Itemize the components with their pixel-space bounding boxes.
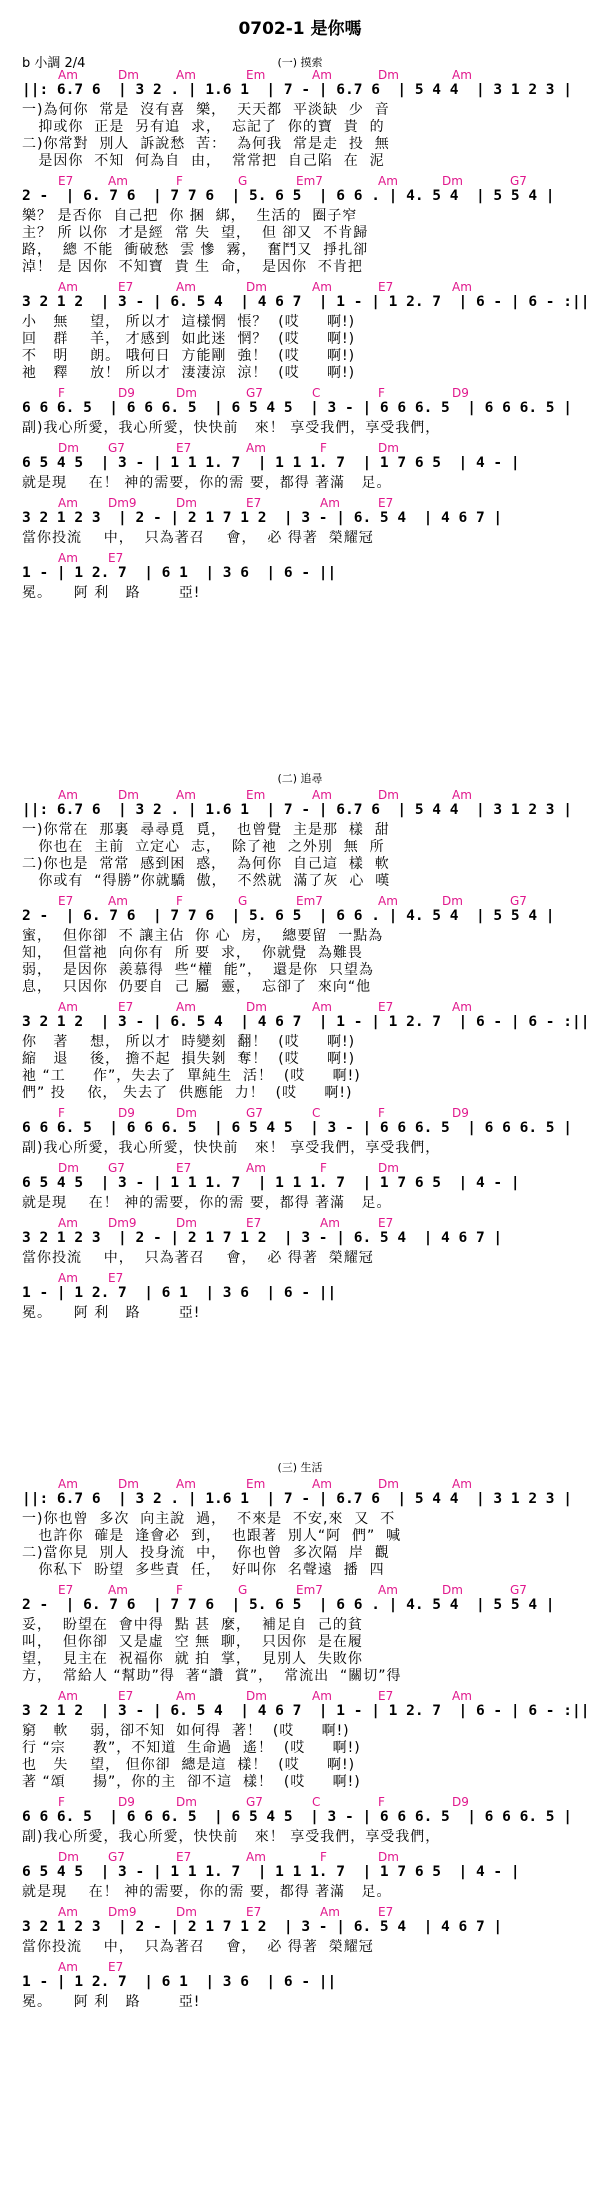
chord-symbol: Em7: [296, 1583, 323, 1597]
chord-symbol: Dm: [378, 441, 399, 455]
chord-symbol: Am: [312, 280, 332, 294]
notation-line: ||: 6.7 6 | 3 2 . | 1.6 1 | 7 - | 6.7 6 | 5 4 4 | 3 1 2 3 |: [22, 1491, 572, 1507]
chord-symbol: Am: [320, 1216, 340, 1230]
lyric-line: 抑或你 正是 另有追 求， 忘記了 你的寶 貴 的: [22, 119, 385, 135]
chord-symbol: G7: [108, 1850, 125, 1864]
lyric-line: 也 失 望， 但你卻 總是這 樣！ (哎 啊!): [22, 1757, 356, 1773]
chord-symbol: Dm: [58, 1850, 79, 1864]
lyric-line: 著 “頌 揚”，你的主 卻不這 樣！ (哎 啊!): [22, 1774, 361, 1790]
chord-symbol: Am: [312, 68, 332, 82]
chord-symbol: Am: [176, 1689, 196, 1703]
notation-line: 3 2 1 2 3 | 2 - | 2 1 7 1 2 | 3 - | 6. 5 4 | 4 6 7 |: [22, 510, 503, 526]
lyric-line: 息， 只因你 仍要自 己 屬 靈， 忘卻了 來向“他: [22, 979, 372, 995]
chord-symbol: G7: [510, 174, 527, 188]
lyric-line: 不 明 朗。 哦何日 方能剛 強！ (哎 啊!): [22, 348, 356, 364]
lyric-line: 方， 常給人 “幫助”得 著“讚 賞”， 常流出 “關切”得: [22, 1668, 402, 1684]
lyric-line: 二)你常對 別人 訴說愁 苦： 為何我 常是走 投 無: [22, 136, 390, 152]
chord-symbol: Dm: [118, 788, 139, 802]
lyric-line: 弱， 是因你 羨慕得 些“權 能”， 還是你 只望為: [22, 962, 374, 978]
chord-symbol: F: [58, 386, 65, 400]
chord-symbol: E7: [108, 1271, 124, 1285]
chord-symbol: Am: [246, 1850, 266, 1864]
notation-line: 3 2 1 2 | 3 - | 6. 5 4 | 4 6 7 | 1 - | 1 2. 7 | 6 - | 6 - :||: [22, 1703, 590, 1719]
key-signature: b 小調 2/4: [22, 56, 86, 71]
lyric-line: 一)你也曾 多次 向主說 過， 不來是 不安,來 又 不: [22, 1511, 396, 1527]
chord-symbol: Dm: [58, 441, 79, 455]
chord-symbol: Am: [58, 1689, 78, 1703]
lyric-line: 也許你 確是 逢會必 到， 也跟著 別人“阿 們” 喊: [22, 1528, 402, 1544]
chord-symbol: Am: [176, 1000, 196, 1014]
chord-symbol: Am: [312, 1477, 332, 1491]
lyric-line: 冕。 阿 利 路 亞!: [22, 1305, 201, 1321]
chord-line: [0, 1905, 600, 1919]
notation-line: 6 5 4 5 | 3 - | 1 1 1. 7 | 1 1 1. 7 | 1 7 6 5 | 4 - |: [22, 1175, 520, 1191]
chord-symbol: G7: [510, 894, 527, 908]
lyric-line: 就是現 在！ 神的需要，你的需 要，都得 著滿 足。: [22, 1195, 392, 1211]
chord-line: [0, 1477, 600, 1491]
chord-symbol: G7: [246, 1795, 263, 1809]
chord-symbol: Am: [312, 788, 332, 802]
lyric-line: 望， 見主在 祝福你 就 拍 掌， 見別人 失敗你: [22, 1651, 363, 1667]
chord-symbol: Dm: [246, 1689, 267, 1703]
chord-line: [0, 68, 600, 82]
chord-symbol: Am: [176, 1477, 196, 1491]
chord-symbol: Dm9: [108, 1905, 137, 1919]
chord-symbol: Am: [58, 68, 78, 82]
chord-symbol: Am: [58, 788, 78, 802]
chord-symbol: Am: [452, 1000, 472, 1014]
chord-symbol: F: [378, 386, 385, 400]
chord-symbol: Am: [452, 1477, 472, 1491]
chord-symbol: E7: [246, 1905, 262, 1919]
lyric-line: 副)我心所愛，我心所愛，快快前 來！ 享受我們，享受我們，: [22, 420, 441, 436]
chord-symbol: C: [312, 1795, 321, 1809]
notation-line: 1 - | 1 2. 7 | 6 1 | 3 6 | 6 - ||: [22, 1974, 337, 1990]
lyric-line: 縮 退 後， 擔不起 損失剝 奪！ (哎 啊!): [22, 1051, 356, 1067]
chord-symbol: D9: [118, 1795, 135, 1809]
chord-symbol: Em7: [296, 894, 323, 908]
chord-line: [0, 1850, 600, 1864]
lyric-line: 祂 釋 放！ 所以才 淒淒涼 涼！ (哎 啊!): [22, 365, 356, 381]
chord-symbol: Dm: [176, 1106, 197, 1120]
chord-symbol: Dm: [378, 68, 399, 82]
lyric-line: 就是現 在！ 神的需要，你的需 要，都得 著滿 足。: [22, 475, 392, 491]
chord-symbol: Am: [176, 788, 196, 802]
chord-symbol: Am: [452, 1689, 472, 1703]
chord-symbol: Dm: [442, 894, 463, 908]
notation-line: 3 2 1 2 | 3 - | 6. 5 4 | 4 6 7 | 1 - | 1 2. 7 | 6 - | 6 - :||: [22, 294, 590, 310]
chord-symbol: E7: [58, 894, 74, 908]
chord-symbol: Am: [58, 551, 78, 565]
chord-symbol: Am: [176, 280, 196, 294]
chord-symbol: Am: [320, 1905, 340, 1919]
chord-symbol: Am: [378, 894, 398, 908]
lyric-line: 當你投流 中， 只為著召 會， 必 得著 榮耀冠: [22, 1939, 374, 1955]
chord-symbol: C: [312, 386, 321, 400]
chord-symbol: F: [378, 1795, 385, 1809]
lyric-line: 一)為何你 常是 沒有喜 樂， 天天都 平淡缺 少 音: [22, 102, 390, 118]
notation-line: ||: 6.7 6 | 3 2 . | 1.6 1 | 7 - | 6.7 6 | 5 4 4 | 3 1 2 3 |: [22, 82, 572, 98]
chord-symbol: E7: [176, 441, 192, 455]
chord-symbol: E7: [118, 280, 134, 294]
chord-symbol: F: [176, 1583, 183, 1597]
lyric-line: 一)你常在 那裏 尋尋覓 覓， 也曾覺 主是那 樣 甜: [22, 822, 390, 838]
chord-line: [0, 894, 600, 908]
lyric-line: 二)你也是 常常 感到困 惑， 為何你 自己這 樣 軟: [22, 856, 390, 872]
chord-symbol: Am: [108, 894, 128, 908]
chord-line: [0, 280, 600, 294]
lyric-line: 是因你 不知 何為自 由， 常常把 自己陷 在 泥: [22, 153, 385, 169]
section-heading: (一) 摸索: [277, 56, 323, 69]
chord-symbol: Am: [108, 174, 128, 188]
chord-symbol: Dm: [442, 1583, 463, 1597]
lyric-line: 樂？ 是否你 自己把 你 捆 綁， 生活的 圈子窄: [22, 208, 358, 224]
lyric-line: 叫， 但你卻 又是虛 空 無 聊， 只因你 是在履: [22, 1634, 363, 1650]
chord-symbol: Am: [246, 441, 266, 455]
chord-symbol: G: [238, 174, 248, 188]
notation-line: 1 - | 1 2. 7 | 6 1 | 3 6 | 6 - ||: [22, 565, 337, 581]
lyric-line: 你也在 主前 立定心 志， 除了祂 之外別 無 所: [22, 839, 385, 855]
notation-line: 2 - | 6. 7 6 | 7 7 6 | 5. 6 5 | 6 6 . | 4. 5 4 | 5 5 4 |: [22, 188, 555, 204]
chord-line: [0, 441, 600, 455]
notation-line: 6 5 4 5 | 3 - | 1 1 1. 7 | 1 1 1. 7 | 1 7 6 5 | 4 - |: [22, 1864, 520, 1880]
notation-line: 3 2 1 2 | 3 - | 6. 5 4 | 4 6 7 | 1 - | 1 2. 7 | 6 - | 6 - :||: [22, 1014, 590, 1030]
chord-symbol: E7: [378, 280, 394, 294]
chord-symbol: E7: [108, 551, 124, 565]
notation-line: 6 5 4 5 | 3 - | 1 1 1. 7 | 1 1 1. 7 | 1 7 6 5 | 4 - |: [22, 455, 520, 471]
chord-symbol: Dm: [378, 1161, 399, 1175]
notation-line: 3 2 1 2 3 | 2 - | 2 1 7 1 2 | 3 - | 6. 5 4 | 4 6 7 |: [22, 1919, 503, 1935]
notation-line: 6 6 6. 5 | 6 6 6. 5 | 6 5 4 5 | 3 - | 6 6 6. 5 | 6 6 6. 5 |: [22, 400, 572, 416]
chord-line: [0, 1583, 600, 1597]
chord-line: [0, 1106, 600, 1120]
chord-symbol: Am: [452, 788, 472, 802]
chord-symbol: Am: [312, 1689, 332, 1703]
lyric-line: 妥， 盼望在 會中得 點 甚 麼， 補足自 己的貧: [22, 1617, 363, 1633]
chord-symbol: Am: [176, 68, 196, 82]
chord-symbol: G7: [108, 441, 125, 455]
chord-line: [0, 496, 600, 510]
chord-symbol: E7: [246, 1216, 262, 1230]
lyric-line: 冕。 阿 利 路 亞!: [22, 585, 201, 601]
lyric-line: 主？ 所 以你 才是經 常 失 望， 但 卻又 不肯歸: [22, 225, 369, 241]
lyric-line: 窮 軟 弱，卻不知 如何得 著！ (哎 啊!): [22, 1723, 350, 1739]
lyric-line: 行 “宗 教”，不知道 生命過 遙！ (哎 啊!): [22, 1740, 361, 1756]
chord-symbol: C: [312, 1106, 321, 1120]
chord-symbol: G7: [108, 1161, 125, 1175]
chord-symbol: F: [320, 1161, 327, 1175]
section-heading: (二) 追尋: [277, 772, 323, 785]
lyric-line: 小 無 望， 所以才 這樣惘 悵？ (哎 啊!): [22, 314, 356, 330]
chord-symbol: Dm: [176, 1216, 197, 1230]
chord-symbol: Am: [246, 1161, 266, 1175]
chord-symbol: Am: [58, 1271, 78, 1285]
chord-symbol: E7: [378, 1905, 394, 1919]
chord-symbol: F: [378, 1106, 385, 1120]
lyric-line: 你私下 盼望 多些責 任， 好叫你 名聲遠 播 四: [22, 1562, 385, 1578]
chord-line: [0, 174, 600, 188]
chord-symbol: G7: [510, 1583, 527, 1597]
lyric-line: 們” 投 依， 失去了 供應能 力！ (哎 啊!): [22, 1085, 353, 1101]
chord-symbol: E7: [246, 496, 262, 510]
chord-symbol: Dm: [176, 496, 197, 510]
chord-line: [0, 386, 600, 400]
lyric-line: 當你投流 中， 只為著召 會， 必 得著 榮耀冠: [22, 1250, 374, 1266]
chord-symbol: D9: [118, 1106, 135, 1120]
notation-line: 6 6 6. 5 | 6 6 6. 5 | 6 5 4 5 | 3 - | 6 6 6. 5 | 6 6 6. 5 |: [22, 1120, 572, 1136]
lyric-line: 當你投流 中， 只為著召 會， 必 得著 榮耀冠: [22, 530, 374, 546]
chord-line: [0, 1271, 600, 1285]
lyric-line: 二)當你見 別人 投身流 中， 你也曾 多次隔 岸 觀: [22, 1545, 390, 1561]
chord-symbol: Am: [58, 1477, 78, 1491]
lyric-line: 蜜， 但你卻 不 讓主佔 你 心 房， 總要留 一點為: [22, 928, 384, 944]
chord-symbol: Dm: [176, 1905, 197, 1919]
notation-line: 6 6 6. 5 | 6 6 6. 5 | 6 5 4 5 | 3 - | 6 6 6. 5 | 6 6 6. 5 |: [22, 1809, 572, 1825]
chord-symbol: G: [238, 894, 248, 908]
chord-symbol: Dm: [118, 68, 139, 82]
chord-symbol: F: [320, 1850, 327, 1864]
chord-symbol: F: [58, 1106, 65, 1120]
chord-line: [0, 1216, 600, 1230]
chord-symbol: Am: [452, 280, 472, 294]
chord-symbol: Em: [246, 788, 266, 802]
lyric-line: 副)我心所愛，我心所愛，快快前 來！ 享受我們，享受我們，: [22, 1140, 441, 1156]
chord-symbol: D9: [118, 386, 135, 400]
chord-symbol: Dm: [118, 1477, 139, 1491]
chord-symbol: Am: [58, 1216, 78, 1230]
chord-symbol: F: [176, 174, 183, 188]
chord-line: [0, 551, 600, 565]
chord-symbol: F: [320, 441, 327, 455]
lyric-line: 你或有 “得勝”你就驕 傲， 不然就 滿了灰 心 嘆: [22, 873, 391, 889]
chord-symbol: Am: [108, 1583, 128, 1597]
chord-symbol: Am: [58, 496, 78, 510]
chord-symbol: Am: [58, 1905, 78, 1919]
chord-symbol: Dm: [246, 1000, 267, 1014]
chord-symbol: D9: [452, 1106, 469, 1120]
chord-line: [0, 1960, 600, 1974]
chord-symbol: E7: [118, 1689, 134, 1703]
chord-symbol: Dm: [378, 1477, 399, 1491]
lyric-line: 就是現 在！ 神的需要，你的需 要，都得 著滿 足。: [22, 1884, 392, 1900]
chord-symbol: E7: [176, 1850, 192, 1864]
chord-symbol: Dm: [246, 280, 267, 294]
chord-symbol: Em: [246, 1477, 266, 1491]
lyric-line: 回 群 羊， 才感到 如此迷 惘？ (哎 啊!): [22, 331, 356, 347]
chord-symbol: F: [176, 894, 183, 908]
section-heading: (三) 生活: [277, 1461, 323, 1474]
chord-symbol: F: [58, 1795, 65, 1809]
chord-line: [0, 1795, 600, 1809]
chord-symbol: Dm: [176, 1795, 197, 1809]
chord-symbol: Em7: [296, 174, 323, 188]
chord-symbol: Em: [246, 68, 266, 82]
chord-symbol: Am: [378, 174, 398, 188]
chord-symbol: Am: [378, 1583, 398, 1597]
notation-line: 2 - | 6. 7 6 | 7 7 6 | 5. 6 5 | 6 6 . | 4. 5 4 | 5 5 4 |: [22, 1597, 555, 1613]
notation-line: ||: 6.7 6 | 3 2 . | 1.6 1 | 7 - | 6.7 6 | 5 4 4 | 3 1 2 3 |: [22, 802, 572, 818]
chord-symbol: Dm9: [108, 496, 137, 510]
notation-line: 3 2 1 2 3 | 2 - | 2 1 7 1 2 | 3 - | 6. 5 4 | 4 6 7 |: [22, 1230, 503, 1246]
chord-line: [0, 1000, 600, 1014]
lyric-line: 路， 總 不能 衝破愁 雲 慘 霧， 奮鬥又 掙扎卻: [22, 242, 369, 258]
lyric-line: 冕。 阿 利 路 亞!: [22, 1994, 201, 2010]
chord-symbol: G: [238, 1583, 248, 1597]
chord-symbol: Am: [312, 1000, 332, 1014]
chord-symbol: D9: [452, 386, 469, 400]
chord-symbol: Am: [58, 1000, 78, 1014]
song-title: 0702-1 是你嗎: [238, 19, 362, 39]
lyric-line: 祂 “工 作”，失去了 單純生 活！ (哎 啊!): [22, 1068, 361, 1084]
chord-symbol: E7: [58, 1583, 74, 1597]
chord-line: [0, 1689, 600, 1703]
chord-symbol: E7: [378, 1000, 394, 1014]
chord-symbol: Am: [320, 496, 340, 510]
chord-symbol: Dm: [442, 174, 463, 188]
chord-symbol: E7: [378, 1216, 394, 1230]
chord-symbol: Dm: [378, 1850, 399, 1864]
chord-symbol: D9: [452, 1795, 469, 1809]
lyric-line: 淖！ 是 因你 不知寶 貴 生 命， 是因你 不肯把: [22, 259, 363, 275]
chord-symbol: E7: [58, 174, 74, 188]
chord-symbol: Am: [452, 68, 472, 82]
chord-line: [0, 788, 600, 802]
chord-symbol: Dm: [58, 1161, 79, 1175]
chord-symbol: E7: [108, 1960, 124, 1974]
chord-symbol: G7: [246, 386, 263, 400]
chord-symbol: E7: [176, 1161, 192, 1175]
notation-line: 1 - | 1 2. 7 | 6 1 | 3 6 | 6 - ||: [22, 1285, 337, 1301]
chord-symbol: Am: [58, 280, 78, 294]
chord-symbol: E7: [118, 1000, 134, 1014]
chord-symbol: Am: [58, 1960, 78, 1974]
chord-line: [0, 1161, 600, 1175]
lyric-line: 副)我心所愛，我心所愛，快快前 來！ 享受我們，享受我們，: [22, 1829, 441, 1845]
chord-symbol: Dm: [378, 788, 399, 802]
lyric-line: 你 著 想， 所以才 時變刻 翻！ (哎 啊!): [22, 1034, 356, 1050]
chord-symbol: E7: [378, 1689, 394, 1703]
chord-symbol: Dm9: [108, 1216, 137, 1230]
chord-symbol: Dm: [176, 386, 197, 400]
lyric-line: 知， 但當祂 向你有 所 要 求， 你就覺 為難畏: [22, 945, 363, 961]
notation-line: 2 - | 6. 7 6 | 7 7 6 | 5. 6 5 | 6 6 . | 4. 5 4 | 5 5 4 |: [22, 908, 555, 924]
chord-symbol: E7: [378, 496, 394, 510]
chord-symbol: G7: [246, 1106, 263, 1120]
